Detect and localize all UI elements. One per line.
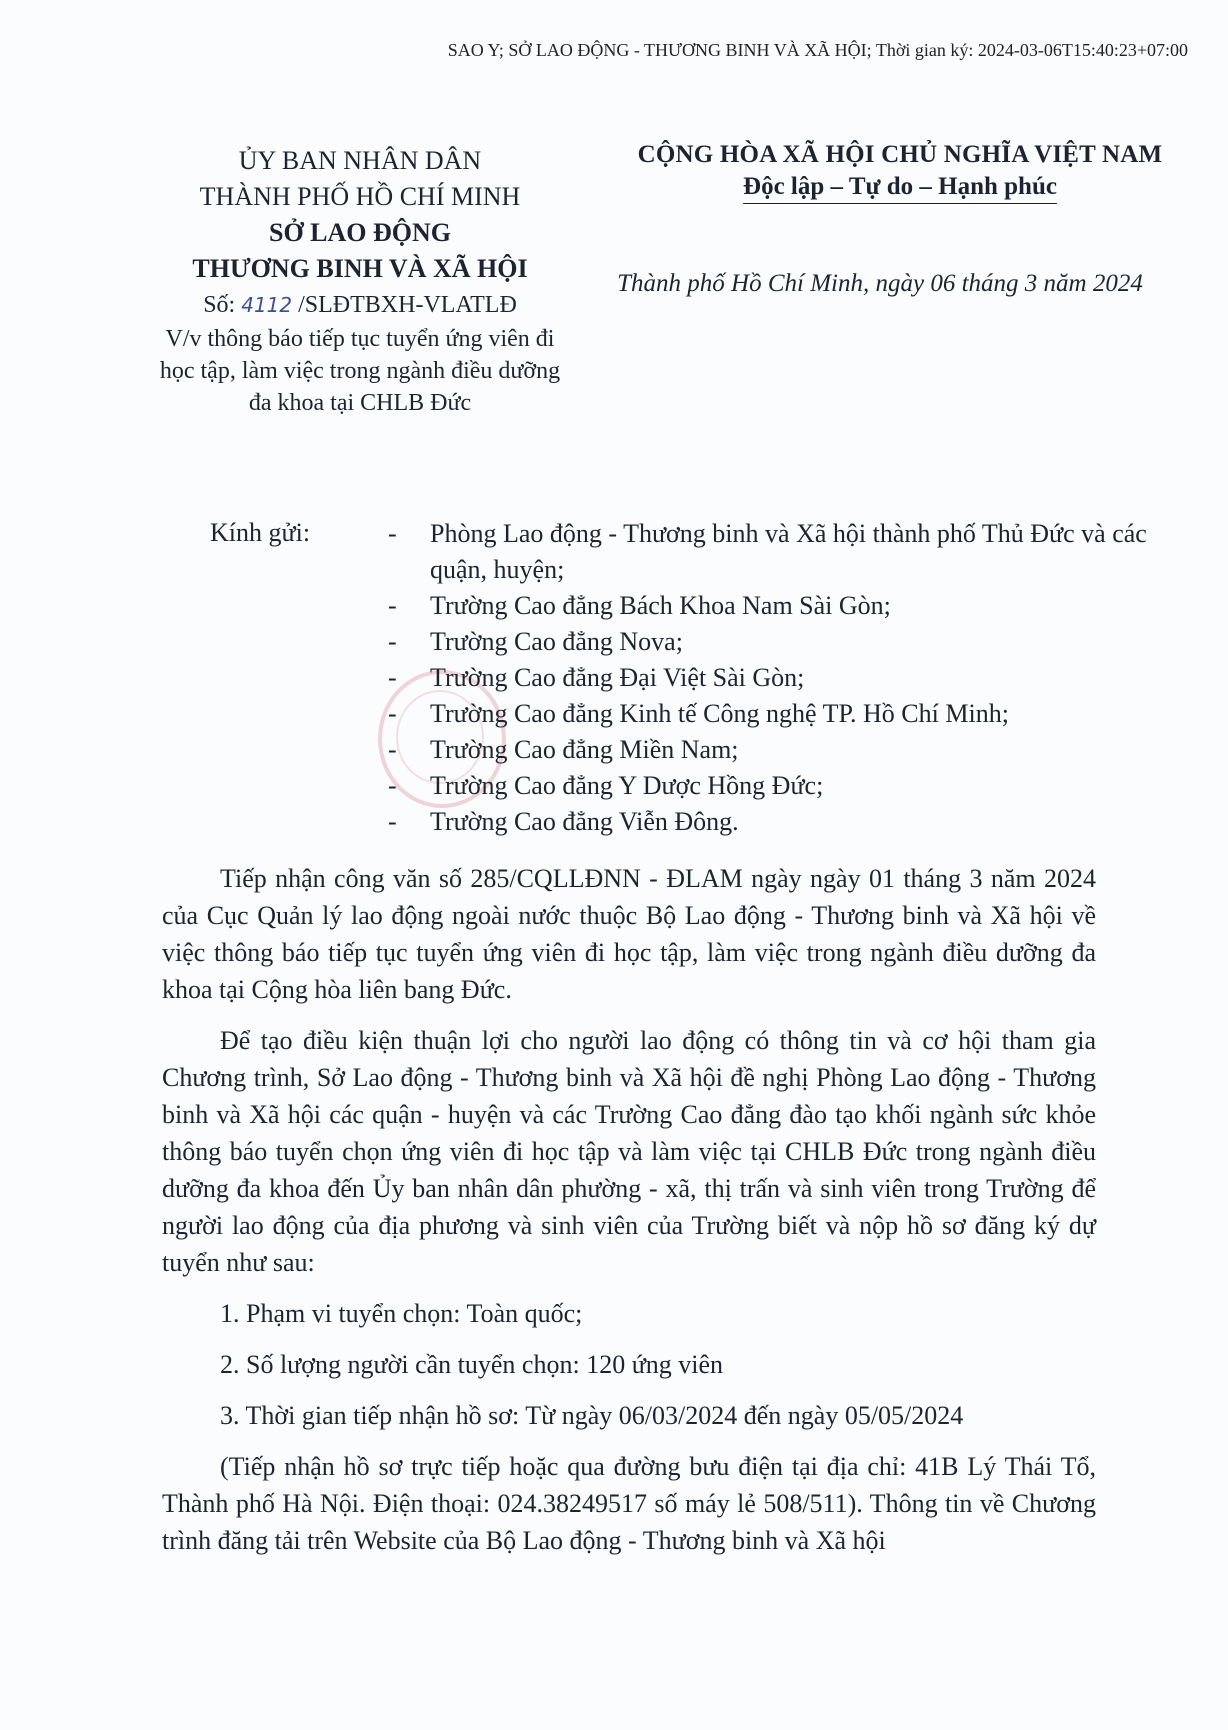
agency-line-2: THÀNH PHỐ HỒ CHÍ MINH: [199, 182, 521, 211]
body-item-1: 1. Phạm vi tuyển chọn: Toàn quốc;: [220, 1299, 583, 1328]
agency-line-1: ỦY BAN NHÂN DÂN: [238, 146, 482, 175]
document-number: [150, 287, 570, 323]
body-paragraph-1: Tiếp nhận công văn số 285/CQLLĐNN - ĐLAM ngày ngày 01 tháng 3 năm 2024 của Cục Quản lý lao động ngoài nước thuộc Bộ Lao động - Thương binh và Xã hội về việc thông báo tiếp tục tuyển ứng viên đi học tập, làm việc trong ngành điều dưỡng đa khoa tại Cộng hòa liên bang Đức.: [162, 864, 1096, 1004]
national-title: CỘNG HÒA XÃ HỘI CHỦ NGHĨA VIỆT NAM: [637, 141, 1163, 168]
agency-line-3: SỞ LAO ĐỘNG: [268, 218, 452, 247]
recipient-item: - Phòng Lao động - Thương binh và Xã hội thành phố Thủ Đức và các quận, huyện;: [388, 519, 1147, 584]
body-paragraph-3: (Tiếp nhận hồ sơ trực tiếp hoặc qua đường bưu điện tại địa chỉ: 41B Lý Thái Tổ, Thành phố Hà Nội. Điện thoại: 024.38249517 số máy lẻ 508/511). Thông tin về Chương trình đăng tải trên Website của Bộ Lao động - Thương binh và Xã hội: [162, 1452, 1096, 1555]
recipient-item: - Trường Cao đẳng Viễn Đông.: [388, 807, 739, 836]
agency-line-4: THƯƠNG BINH VÀ XÃ HỘI: [192, 254, 528, 283]
recipient-item: - Trường Cao đẳng Kinh tế Công nghệ TP. Hồ Chí Minh;: [388, 699, 1009, 728]
document-number-prefix: Số:: [203, 292, 236, 318]
issuing-agency-block: [150, 143, 570, 419]
national-motto: Độc lập – Tự do – Hạnh phúc: [743, 173, 1057, 204]
recipient-item: - Trường Cao đẳng Y Dược Hồng Đức;: [388, 771, 824, 800]
recipient-item: - Trường Cao đẳng Nova;: [388, 627, 683, 656]
body-paragraph-2: Để tạo điều kiện thuận lợi cho người lao động có thông tin và cơ hội tham gia Chương trình, Sở Lao động - Thương binh và Xã hội đề nghị Phòng Lao động - Thương binh và Xã hội các quận - huyện và các Trường Cao đẳng đào tạo khối ngành sức khỏe thông báo tuyển chọn ứng viên đi học tập và làm việc tại CHLB Đức trong ngành điều dưỡng đa khoa đến Ủy ban nhân dân phường - xã, thị trấn và sinh viên trong Trường để người lao động của địa phương và sinh viên của Trường biết và nộp hồ sơ đăng ký dự tuyển như sau:: [162, 1026, 1096, 1277]
document-subject: V/v thông báo tiếp tục tuyển ứng viên đi học tập, làm việc trong ngành điều dưỡng đa khoa tại CHLB Đức: [159, 326, 561, 416]
document-number-handwritten: 4112: [241, 293, 293, 317]
body-item-2: 2. Số lượng người cần tuyển chọn: 120 ứng viên: [220, 1350, 724, 1379]
digital-signature-line: SAO Y; SỞ LAO ĐỘNG - THƯƠNG BINH VÀ XÃ HỘI; Thời gian ký: 2024-03-06T15:40:23+07:00: [447, 40, 1188, 60]
recipients-label: Kính gửi:: [210, 518, 311, 547]
recipients-list: [388, 516, 1148, 840]
body-item-3: 3. Thời gian tiếp nhận hồ sơ: Từ ngày 06/03/2024 đến ngày 05/05/2024: [220, 1401, 964, 1430]
document-number-suffix: /SLĐTBXH-VLATLĐ: [298, 292, 517, 318]
document-body: [162, 860, 1096, 1573]
place-date-line: Thành phố Hồ Chí Minh, ngày 06 tháng 3 năm 2024: [617, 270, 1143, 297]
recipient-item: - Trường Cao đẳng Miền Nam;: [388, 735, 739, 764]
recipient-item: - Trường Cao đẳng Bách Khoa Nam Sài Gòn;: [388, 591, 891, 620]
national-title-block: [600, 141, 1200, 204]
recipient-item: - Trường Cao đẳng Đại Việt Sài Gòn;: [388, 663, 805, 692]
